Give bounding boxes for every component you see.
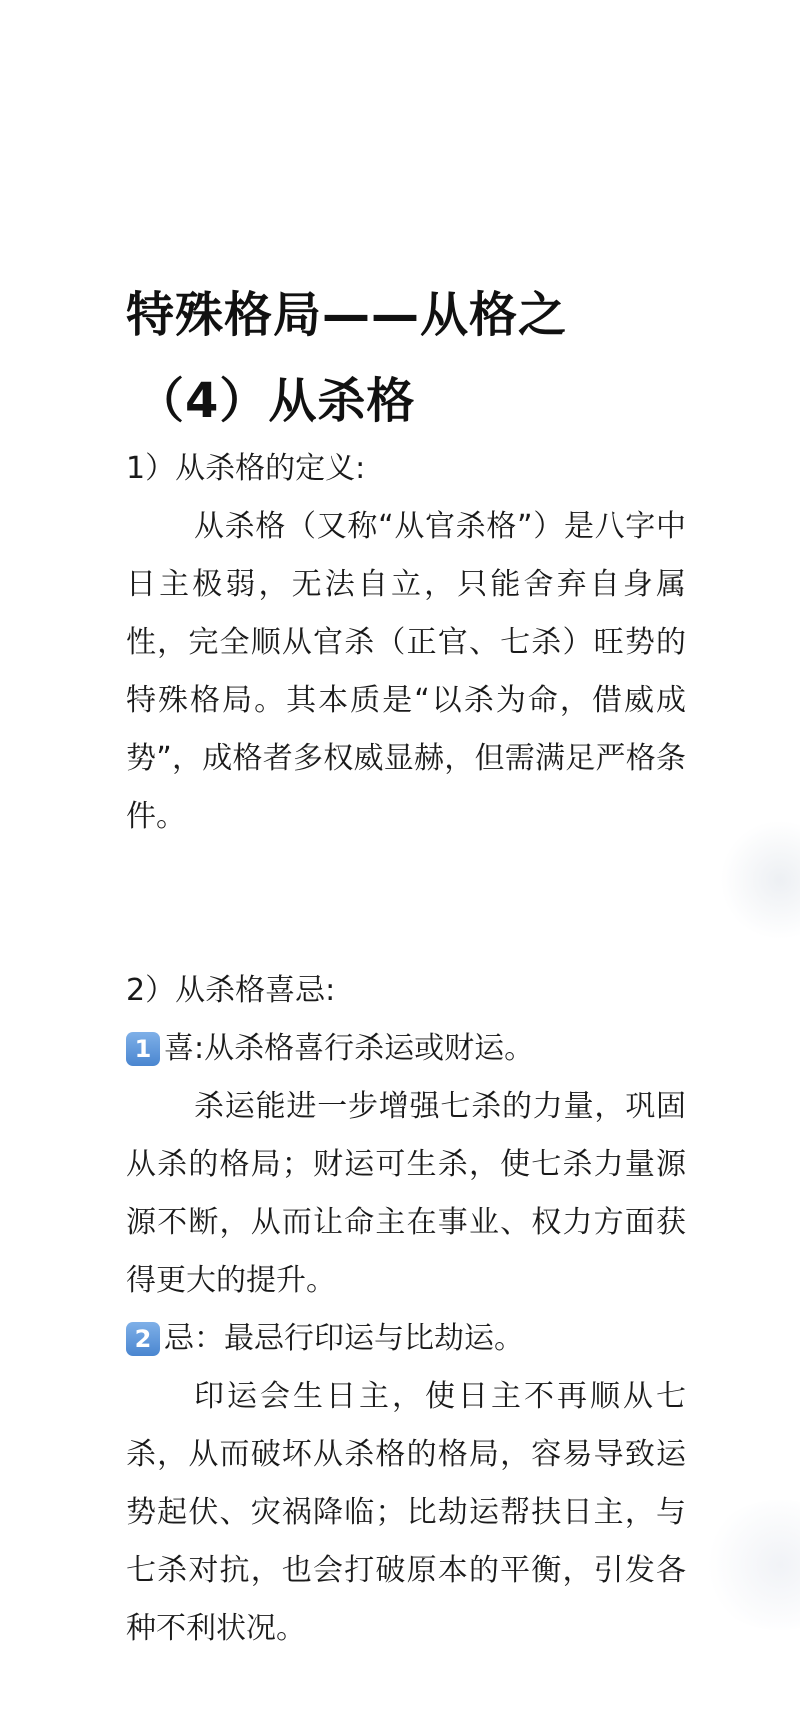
item-2-label: 忌：最忌行印运与比劫运。 bbox=[164, 1321, 524, 1356]
item-1-label: 喜:从杀格喜行杀运或财运。 bbox=[164, 1031, 535, 1066]
title-line-1: 特殊格局——从格之 bbox=[126, 287, 568, 343]
section-1-heading: 1）从杀格的定义: bbox=[126, 451, 366, 486]
background-shade bbox=[700, 1500, 800, 1630]
background-shade bbox=[720, 820, 800, 940]
item-1-heading bbox=[126, 1020, 686, 1078]
number-1-icon: 1 bbox=[126, 1032, 160, 1066]
page-title bbox=[126, 272, 746, 444]
item-2-heading bbox=[126, 1310, 686, 1368]
article-body bbox=[126, 440, 686, 1658]
number-2-icon: 2 bbox=[126, 1322, 160, 1356]
item-2-paragraph: 印运会生日主，使日主不再顺从七杀，从而破坏从杀格的格局，容易导致运势起伏、灾祸降临；比劫运帮扶日主，与七杀对抗，也会打破原本的平衡，引发各种不利状况。 bbox=[126, 1379, 686, 1646]
section-spacer bbox=[126, 846, 686, 962]
section-2-heading: 2）从杀格喜忌: bbox=[126, 973, 336, 1008]
item-1-paragraph: 杀运能进一步增强七杀的力量，巩固从杀的格局；财运可生杀，使七杀力量源源不断，从而让命主在事业、权力方面获得更大的提升。 bbox=[126, 1089, 686, 1298]
title-line-2: （4）从杀格 bbox=[136, 373, 416, 429]
section-1-paragraph: 从杀格（又称“从官杀格”）是八字中日主极弱，无法自立，只能舍弃自身属性，完全顺从官杀（正官、七杀）旺势的特殊格局。其本质是“以杀为命，借威成势”，成格者多权威显赫，但需满足严格条件。 bbox=[126, 509, 686, 834]
